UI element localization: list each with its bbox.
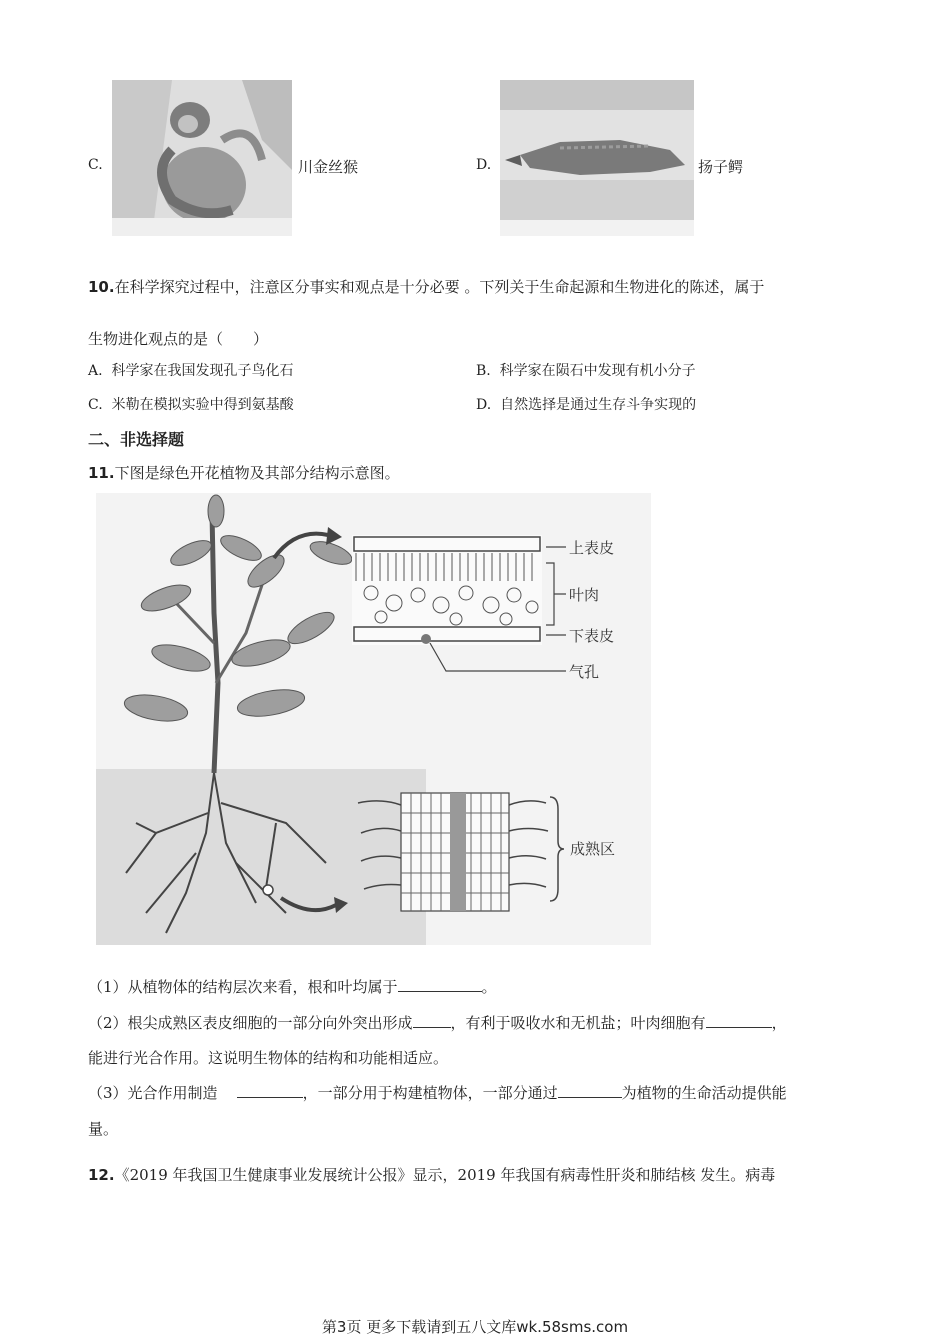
q10-number: 10. [88,278,115,296]
q10-option-b-label: B. [476,363,491,379]
q11-sub2-blank2 [706,1013,772,1028]
q11-sub3-blank1 [237,1083,303,1098]
label-stoma: 气孔 [569,663,600,681]
q10-option-c [88,394,294,414]
plant-diagram [96,493,651,945]
q11-sub2-blank1 [413,1013,451,1028]
q11-stem [88,462,400,483]
page-footer: 第3页 更多下载请到五八文库wk.58sms.com [321,1318,629,1336]
alligator-illustration [500,80,694,236]
golden-monkey-illustration [112,80,292,236]
q11-sub1 [88,976,497,997]
label-lower-epidermis: 下表皮 [569,627,615,645]
q11-sub1-prefix: （1）从植物体的结构层次来看，根和叶均属于 [88,978,398,996]
q10-option-a-label: A. [88,363,103,379]
q12-stem-text: 《2019 年我国卫生健康事业发展统计公报》显示，2019 年我国有病毒性肝炎和肺结核 发生。病毒 [114,1166,776,1184]
q10-option-c-label: C. [88,397,103,413]
option-d-caption: 扬子鳄 [698,158,744,176]
option-c-label: C. [88,157,103,173]
q11-sub1-blank [398,977,482,992]
plant-structure-figure [96,493,651,945]
q11-sub2-part3: ， [771,1014,787,1032]
q11-sub2-line2: 能进行光合作用。这说明生物体的结构和功能相适应。 [88,1049,449,1067]
q10-stem-line2: 生物进化观点的是（ ） [88,330,269,348]
q11-sub3-part1: （3）光合作用制造 [88,1084,218,1102]
q10-option-b-text: 科学家在陨石中发现有机小分子 [499,363,696,379]
q10-option-d-text: 自然选择是通过生存斗争实现的 [500,397,697,413]
label-maturation-zone: 成熟区 [570,840,616,858]
q11-sub2-part2: ，有利于吸收水和无机盐；叶肉细胞有 [450,1014,706,1032]
q10-option-d [476,394,696,414]
q10-option-d-label: D. [476,397,492,413]
option-c-caption: 川金丝猴 [298,158,359,176]
q10-option-a [88,360,293,380]
q10-stem-line1 [88,276,764,297]
golden-monkey-photo [112,80,292,236]
alligator-photo [500,80,694,236]
q10-stem-text: 在科学探究过程中，注意区分事实和观点是十分必要 。下列关于生命起源和生物进化的陈述，属于 [114,278,765,296]
q11-sub2-part1: （2）根尖成熟区表皮细胞的一部分向外突出形成 [88,1014,413,1032]
q11-sub3-line2: 量。 [88,1120,119,1138]
q11-sub3-part3: 为植物的生命活动提供能 [621,1084,787,1102]
q11-sub3-part2: ，一部分用于构建植物体，一部分通过 [302,1084,558,1102]
q10-option-b [476,360,696,380]
q11-number: 11. [88,464,115,482]
label-mesophyll: 叶肉 [569,586,600,604]
q10-option-a-text: 科学家在我国发现孔子鸟化石 [111,363,294,379]
q12-stem [88,1164,775,1185]
q11-stem-text: 下图是绿色开花植物及其部分结构示意图。 [114,464,400,482]
section-heading: 二、非选择题 [88,430,185,449]
q12-number: 12. [88,1166,115,1184]
option-d-label: D. [476,157,492,173]
q11-sub3-line1 [88,1082,787,1103]
q10-option-c-text: 米勒在模拟实验中得到氨基酸 [111,397,294,413]
label-upper-epidermis: 上表皮 [569,539,615,557]
q11-sub3-blank2 [558,1083,622,1098]
q11-sub2-line1 [88,1012,787,1033]
q11-sub1-suffix: 。 [481,978,497,996]
